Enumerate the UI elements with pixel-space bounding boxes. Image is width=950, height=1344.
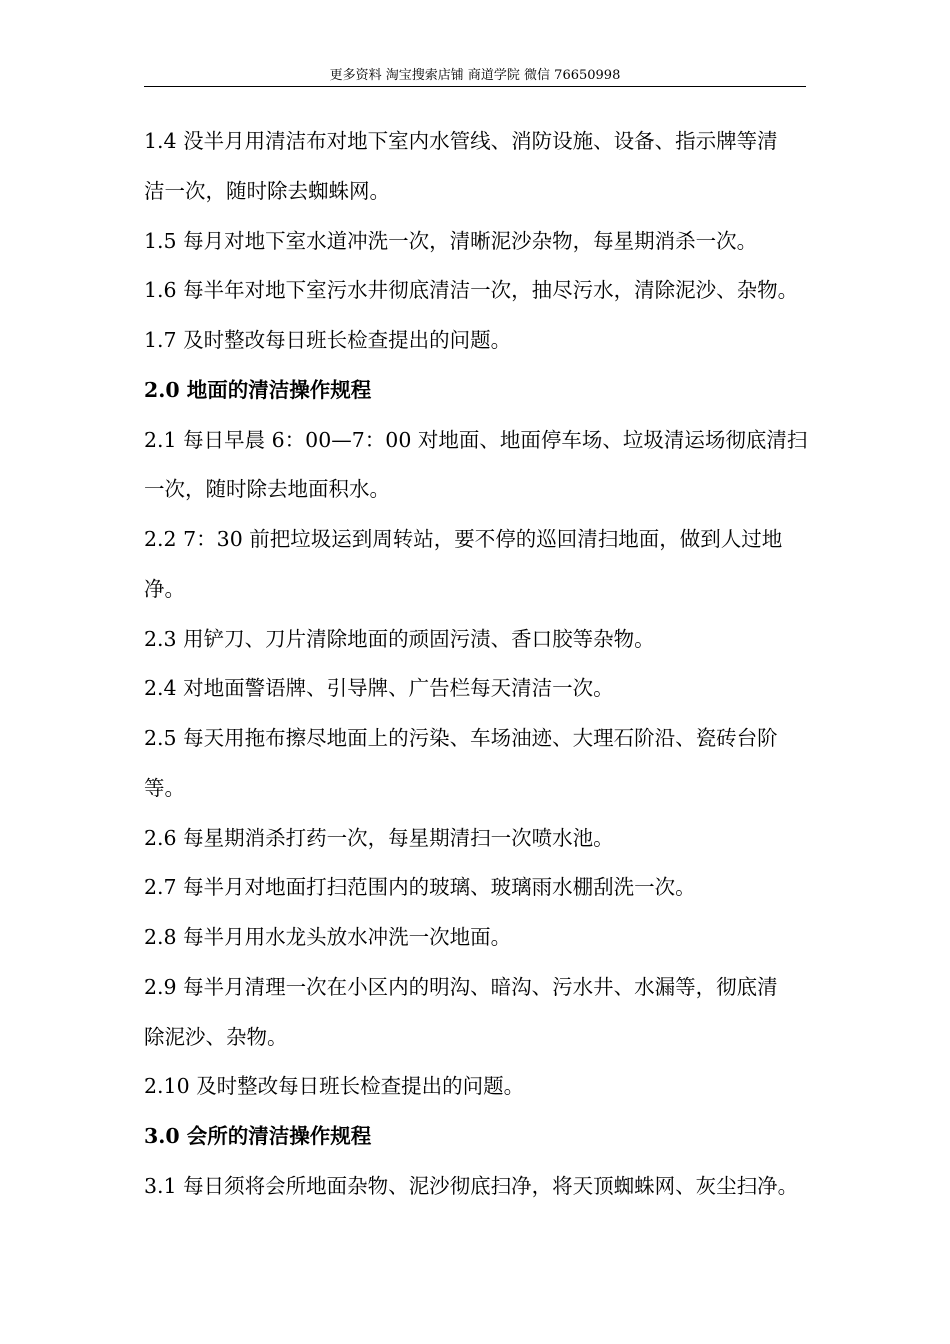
text-line: 2.2 7：30 前把垃圾运到周转站，要不停的巡回清扫地面，做到人过地 xyxy=(144,527,783,551)
text-line: 3.1 每日须将会所地面杂物、泥沙彻底扫净，将天顶蜘蛛网、灰尘扫净。 xyxy=(144,1173,799,1198)
text-line: 等。 xyxy=(144,775,185,800)
header-text: 更多资料 淘宝搜索店铺 商道学院 微信 76650998 xyxy=(329,68,621,83)
text-line: 2.8 每半月用水龙头放水冲洗一次地面。 xyxy=(144,925,512,949)
text-line: 2.3 用铲刀、刀片清除地面的顽固污渍、香口胶等杂物。 xyxy=(144,626,655,651)
text-line: 2.9 每半月清理一次在小区内的明沟、暗沟、污水井、水漏等，彻底清 xyxy=(144,974,778,999)
section-heading: 3.0 会所的清洁操作规程 xyxy=(144,1124,372,1148)
document-body xyxy=(144,117,834,1212)
page-header xyxy=(144,66,806,87)
text-line: 1.4 没半月用清洁布对地下室内水管线、消防设施、设备、指示牌等清 xyxy=(144,129,778,153)
text-line: 2.6 每星期消杀打药一次，每星期清扫一次喷水池。 xyxy=(144,825,614,850)
text-line: 1.5 每月对地下室水道冲洗一次，清晰泥沙杂物，每星期消杀一次。 xyxy=(144,228,758,253)
text-line: 洁一次，随时除去蜘蛛网。 xyxy=(144,178,390,203)
text-line: 一次，随时除去地面积水。 xyxy=(144,477,390,502)
text-line: 2.10 及时整改每日班长检查提出的问题。 xyxy=(144,1074,525,1099)
text-line: 除泥沙、杂物。 xyxy=(144,1024,288,1049)
text-line: 1.6 每半年对地下室污水井彻底清洁一次，抽尽污水，清除泥沙、杂物。 xyxy=(144,278,799,303)
section-heading: 2.0 地面的清洁操作规程 xyxy=(144,377,372,402)
text-line: 2.1 每日早晨 6：00—7：00 对地面、地面停车场、垃圾清运场彻底清扫 xyxy=(144,427,808,452)
text-line: 2.5 每天用拖布擦尽地面上的污染、车场油迹、大理石阶沿、瓷砖台阶 xyxy=(144,726,778,750)
text-line: 2.4 对地面警语牌、引导牌、广告栏每天清洁一次。 xyxy=(144,676,614,701)
text-line: 1.7 及时整改每日班长检查提出的问题。 xyxy=(144,328,512,352)
text-line: 净。 xyxy=(144,576,185,601)
text-line: 2.7 每半月对地面打扫范围内的玻璃、玻璃雨水棚刮洗一次。 xyxy=(144,875,696,900)
